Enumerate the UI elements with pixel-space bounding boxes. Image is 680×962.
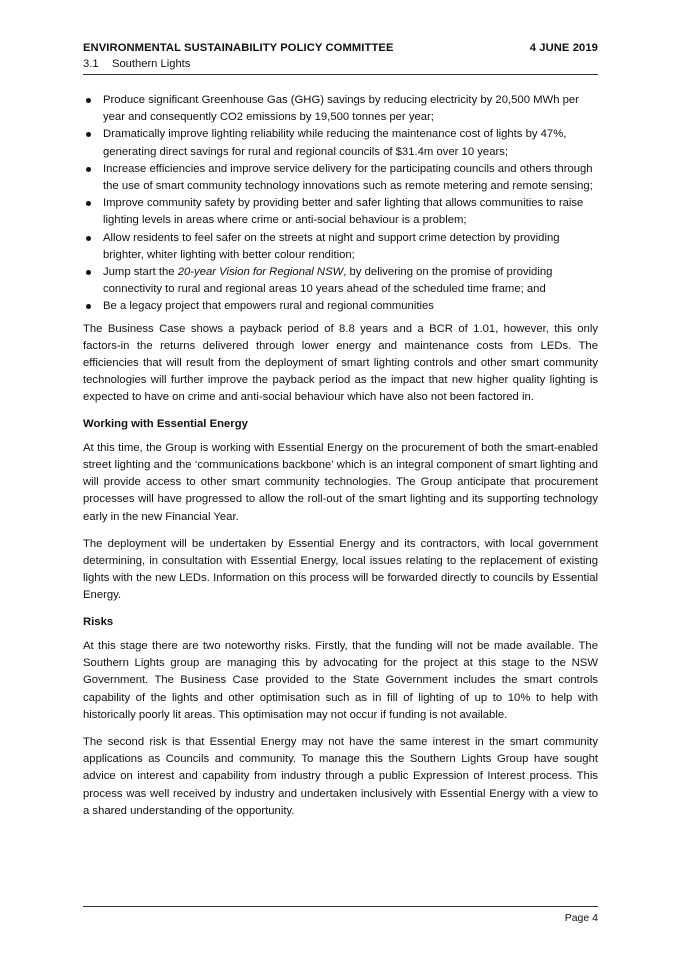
- benefits-list: [83, 92, 598, 316]
- section-title: Southern Lights: [112, 58, 191, 70]
- page-header: [83, 41, 598, 72]
- committee-title: ENVIRONMENTAL SUSTAINABILITY POLICY COMMITTEE: [83, 42, 394, 54]
- bullet-icon: [86, 201, 91, 206]
- document-body: [83, 92, 598, 820]
- list-item: Be a legacy project that empowers rural and regional communities: [83, 298, 598, 315]
- list-item: Dramatically improve lighting reliability while reducing the maintenance cost of lights by 47%, generating direct savings for rural and regional councils of $31.4m over 10 years;: [83, 126, 598, 160]
- bullet-icon: [86, 270, 91, 275]
- heading-essential-energy: Working with Essential Energy: [83, 417, 248, 430]
- meeting-date: 4 JUNE 2019: [529, 42, 598, 54]
- list-item: Increase efficiencies and improve service delivery for the participating councils and others through the use of smart community technology innovations such as remote metering and remote sensing;: [83, 161, 598, 195]
- vision-document-title: 20-year Vision for Regional NSW: [177, 266, 344, 279]
- bullet-icon: [86, 132, 91, 137]
- bullet-icon: [86, 98, 91, 103]
- list-item: Allow residents to feel safer on the streets at night and support crime detection by providing brighter, whiter lighting with better colour rendition;: [83, 230, 598, 264]
- section-number: 3.1: [83, 58, 99, 70]
- bullet-icon: [86, 236, 91, 241]
- page-number: Page 4: [564, 912, 598, 924]
- heading-risks: Risks: [83, 615, 114, 628]
- paragraph: The second risk is that Essential Energy may not have the same interest in the smart community applications as Councils and community. To manage this the Southern Lights Group have sought advice on interest and capability from industry through a public Expression of Interest process. This process was well received by industry and undertaken inclusively with Essential Energy with a view to a shared understanding of the opportunity.: [83, 735, 598, 817]
- paragraph: The deployment will be undertaken by Essential Energy and its contractors, with local government determining, in consultation with Essential Energy, local issues relating to the replacement of existing lights with the new LEDs. Information on this process will be forwarded directly to councils by Essential Energy.: [83, 537, 598, 602]
- footer-divider: [83, 906, 598, 907]
- header-row: [83, 41, 598, 56]
- header-divider: [83, 74, 598, 75]
- section-reference: [83, 57, 598, 72]
- paragraph: At this time, the Group is working with Essential Energy on the procurement of both the smart-enabled street lighting and the ‘communications backbone’ which is an integral component of smart lighting and will provide access to other smart community technologies. The Group anticipate that procurement processes will have progressed to allow the roll-out of the smart lighting and its supporting technology early in the new Financial Year.: [83, 441, 598, 523]
- bullet-icon: [86, 167, 91, 172]
- bullet-icon: [86, 304, 91, 309]
- list-item: Improve community safety by providing better and safer lighting that allows communities to raise lighting levels in areas where crime or anti-social behaviour is a problem;: [83, 195, 598, 229]
- business-case-paragraph: The Business Case shows a payback period of 8.8 years and a BCR of 1.01, however, this only factors-in the returns delivered through lower energy and maintenance costs from LEDs. The efficiencies that will result from the deployment of smart lighting controls and other smart community technologies will further improve the payback period as the impact that new higher quality lighting is expected to have on crime and anti-social behaviour which have also not been factored in.: [83, 322, 598, 404]
- list-item: Jump start the 20-year Vision for Regional NSW, by delivering on the promise of providing connectivity to rural and regional areas 10 years ahead of the scheduled time frame; and: [83, 264, 598, 298]
- list-item: Produce significant Greenhouse Gas (GHG) savings by reducing electricity by 20,500 MWh per year and consequently CO2 emissions by 19,500 tonnes per year;: [83, 92, 598, 126]
- paragraph: At this stage there are two noteworthy risks. Firstly, that the funding will not be made available. The Southern Lights group are managing this by advocating for the project at this stage to the NSW Government. The Business Case provided to the State Government includes the smart controls capability of the lights and other optimisation such as in fill of lighting of up to 10% to help with historically poorly lit areas. This optimisation may not occur if funding is not available.: [83, 639, 598, 721]
